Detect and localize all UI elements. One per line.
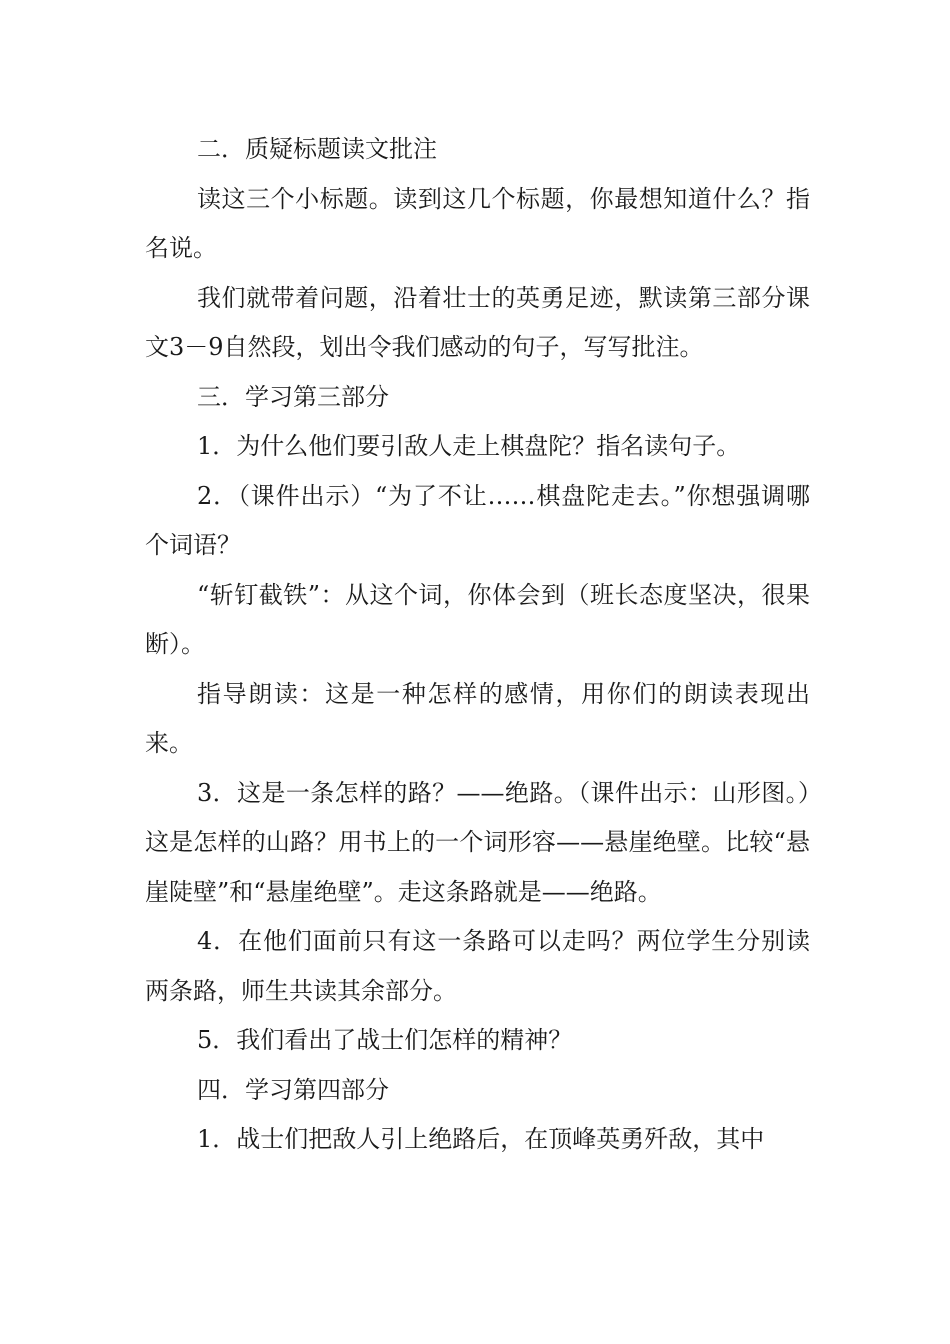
paragraph: 我们就带着问题，沿着壮士的英勇足迹，默读第三部分课文3－9自然段，划出令我们感动的句子，写写批注。 bbox=[145, 283, 810, 361]
list-item: 4．在他们面前只有这一条路可以走吗？两位学生分别读两条路，师生共读其余部分。 bbox=[145, 927, 810, 1005]
list-item: 2．（课件出示）“为了不让……棋盘陀走去。”你想强调哪个词语？ bbox=[145, 481, 810, 559]
paragraph: 指导朗读：这是一种怎样的感情，用你们的朗读表现出来。 bbox=[145, 679, 810, 757]
list-item: 3．这是一条怎样的路？——绝路。（课件出示：山形图。）这是怎样的山路？用书上的一个词形容——悬崖绝壁。比较“悬崖陡壁”和“悬崖绝壁”。走这条路就是——绝路。 bbox=[145, 778, 810, 906]
paragraph: 读这三个小标题。读到这几个标题，你最想知道什么？指名说。 bbox=[145, 184, 810, 262]
document-body bbox=[145, 125, 810, 1165]
section-heading-4: 四．学习第四部分 bbox=[197, 1075, 389, 1104]
list-item: 1．战士们把敌人引上绝路后，在顶峰英勇歼敌，其中 bbox=[197, 1125, 765, 1153]
section-heading-3: 三．学习第三部分 bbox=[197, 382, 389, 411]
list-item: 5．我们看出了战士们怎样的精神？ bbox=[197, 1026, 573, 1054]
paragraph: “斩钉截铁”：从这个词，你体会到（班长态度坚决，很果断）。 bbox=[145, 580, 810, 658]
list-item: 1．为什么他们要引敌人走上棋盘陀？指名读句子。 bbox=[197, 432, 741, 460]
section-heading-2: 二．质疑标题读文批注 bbox=[197, 135, 437, 163]
